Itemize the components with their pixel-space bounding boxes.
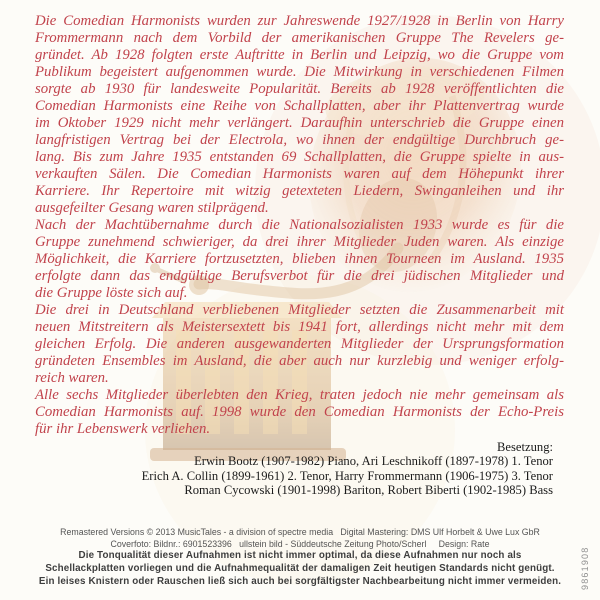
lineup-section [142,440,553,497]
lineup-member-line: Roman Cycowski (1901-1998) Bariton, Robert Biberti (1902-1985) Bass [184,482,553,497]
credits-line: Remastered Versions © 2013 MusicTales - a division of spectre media Digital Mastering: DMS Ulf Horbelt & Uwe Lux GbR [60,527,540,537]
sound-quality-note-line: Ein leises Knistern oder Rauschen ließ sich auch bei sorgfältigster Nachbearbeitung nicht immer vermeiden. [38,576,562,587]
liner-notes-line: Nach der Machtübernahme durch die Nationalsozialisten 1933 wurde es für die [35,217,564,233]
liner-notes-line: Publikum begeistert aufgenommen wurde. Die Mitwirkung in verschiedenen Filmen [35,64,564,80]
lineup-lines [142,454,553,497]
credits-line: Coverfoto: Bildnr.: 6901523396 ullstein bild - Süddeutsche Zeitung Photo/Scherl Design: Rate [110,538,490,549]
liner-notes-line: ausgefeilter Gesang waren stilprägend. [35,200,269,216]
liner-notes-line: Karriere. Ihr Repertoire mit witzig getexteten Liedern, Swinganleihen und ihr [35,183,564,199]
lineup-member-line: Erwin Bootz (1907-1982) Piano, Ari Leschnikoff (1897-1978) 1. Tenor [194,454,553,469]
liner-notes-line: Die drei in Deutschland verbliebenen Mitglieder setzten die Zusammenarbeit mit [35,302,564,318]
sound-quality-note-line: Die Tonqualität dieser Aufnahmen ist nicht immer optimal, da diese Aufnahmen nur noch als [78,550,522,561]
liner-notes-line: die Gruppe löste sich auf. [35,285,188,301]
sound-quality-note-line: Schellackplatten vorliegen und die Aufnahmequalität der damaligen Zeit heutigen Standards nicht genügt. [45,563,555,574]
liner-notes-line: erfolgte dann das endgültige Berufsverbot für die drei jüdischen Mitglieder und [35,268,564,284]
liner-notes-line: für ihr Lebenswerk verliehen. [35,421,211,437]
catalog-number: 9861908 [580,546,590,590]
liner-notes-line: neuen Mitstreitern als Meistersextett bis 1941 fort, allerdings nicht mehr mit dem [35,319,564,335]
liner-notes-line: Comedian Harmonists auf. 1998 wurde den Comedian Harmonists der Echo-Preis [35,404,564,420]
credits-section [0,527,600,550]
liner-notes-line: verkauften Sälen. Die Comedian Harmonists waren auf dem Höhepunkt ihrer [35,166,564,182]
liner-notes-line: gleichen Erfolg. Die anderen ausgewanderten Mitglieder der Ursprungsformation [35,336,564,352]
liner-notes-line: sorgte ab 1930 für landesweite Popularität. Bereits ab 1928 veröffentlichten die [35,81,564,97]
liner-notes-line: Die Comedian Harmonists wurden zur Jahreswende 1927/1928 in Berlin von Harry [35,13,564,29]
liner-notes-line: Alle sechs Mitglieder überlebten den Krieg, traten jedoch nie mehr gemeinsam als [35,387,564,403]
liner-notes-line: lang. Bis zum Jahre 1935 entstanden 69 Schallplatten, die Gruppe spielte in aus- [35,149,564,165]
liner-notes-line: Comedian Harmonists eine Reihe von Schallplatten, aber ihr Plattenvertrag wurde [35,98,564,114]
lineup-member-line: Erich A. Collin (1899-1961) 2. Tenor, Harry Frommermann (1906-1975) 3. Tenor [141,468,553,483]
liner-notes-line: Möglichkeit, die Karriere fortzusetzten, blieben ihnen Tourneen im Ausland. 1935 [35,251,564,267]
liner-notes-line: Frommermann nach dem Vorbild der amerikanischen Gruppe The Revelers ge- [35,30,564,46]
liner-notes-line: reich waren. [35,370,109,386]
liner-notes-line: langfristigen Vertrag bei der Electrola, wo ihnen der endgültige Durchbruch ge- [35,132,564,148]
liner-notes-line: Gruppe zunehmend schwieriger, da drei ihrer Mitglieder Juden waren. Als einzige [35,234,564,250]
liner-notes-text [35,13,564,438]
sound-quality-note [0,549,600,588]
liner-notes-line: gründeten Ensembles im Ausland, die aber auch nur kurzlebig und weniger erfolg- [35,353,564,369]
lineup-heading: Besetzung: [497,440,553,454]
liner-notes-line: im Oktober 1929 nicht mehr verlängert. Daraufhin unterschrieb die Gruppe einen [35,115,564,131]
liner-notes-line: gründet. Ab 1928 folgten erste Auftritte in Berlin und Leipzig, wo die Gruppe vom [35,47,564,63]
